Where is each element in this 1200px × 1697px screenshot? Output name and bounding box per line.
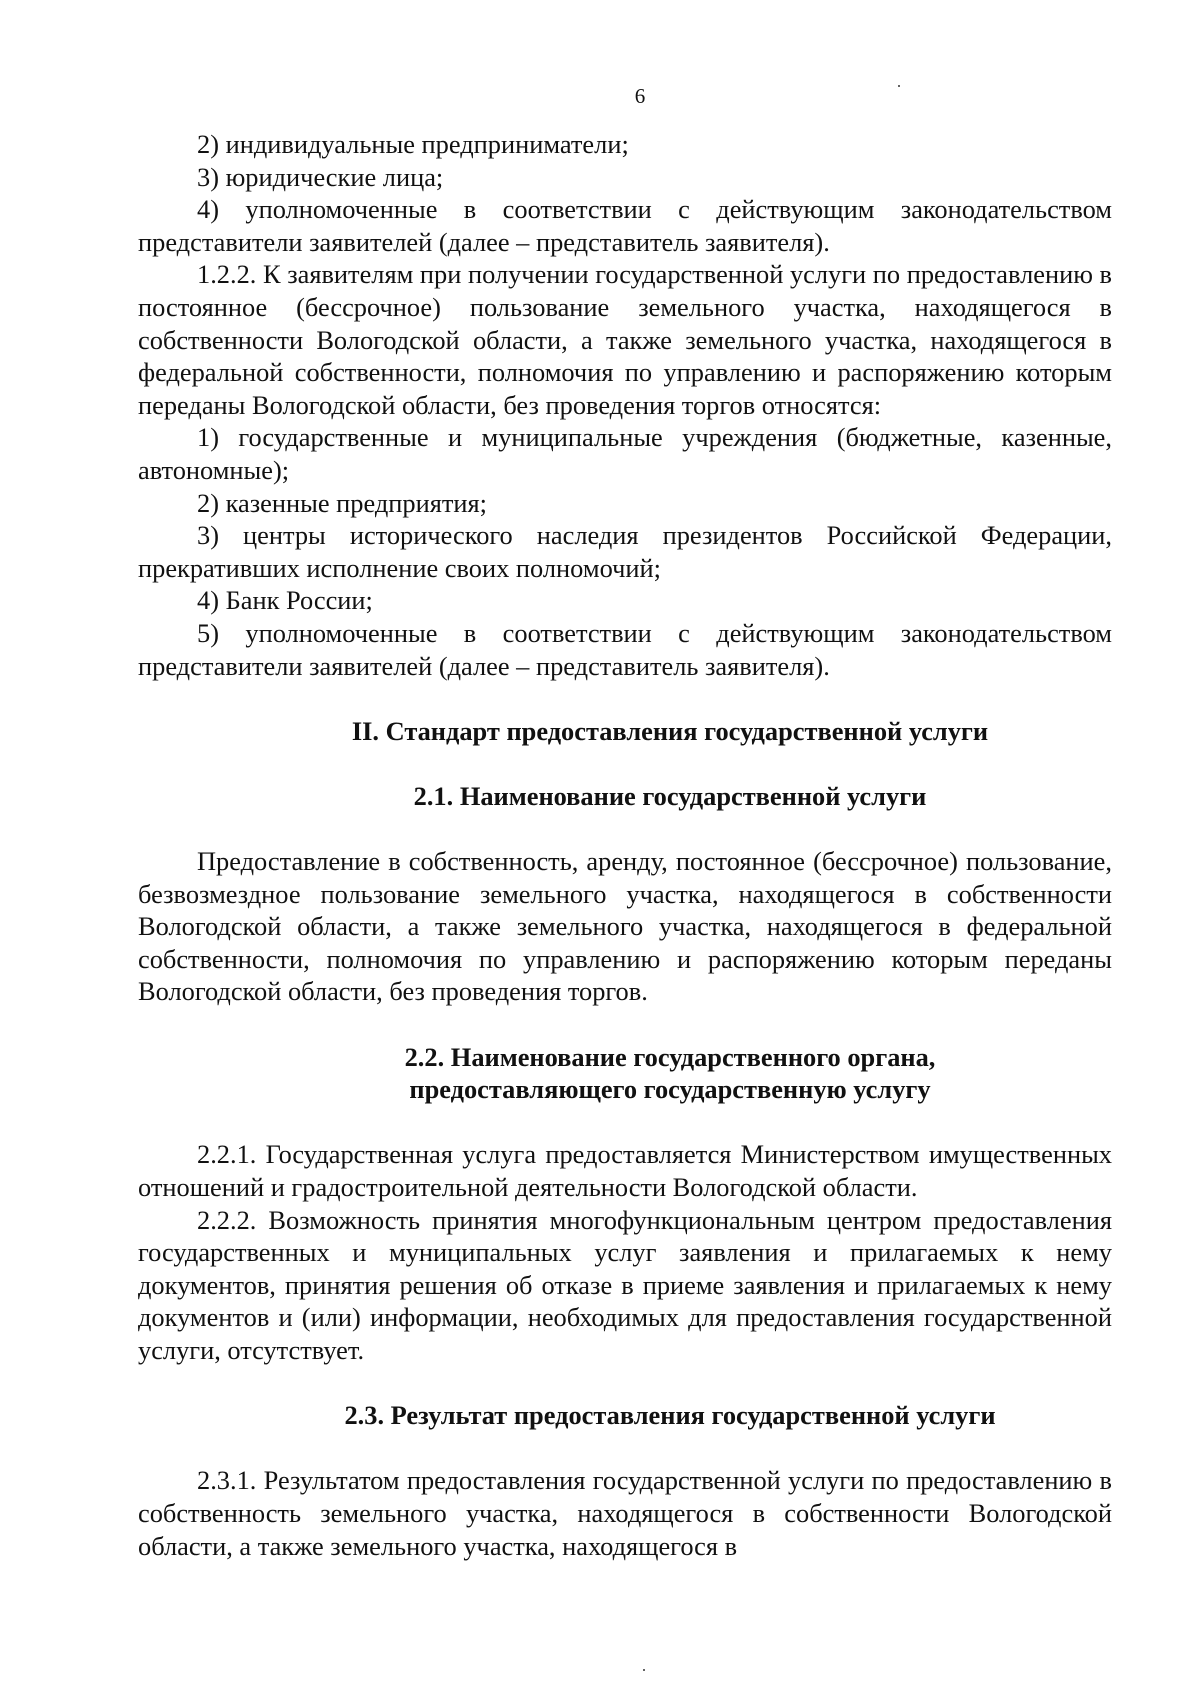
subsection-heading-2-1: 2.1. Наименование государственной услуги (413, 780, 927, 811)
scan-speck (643, 1669, 645, 1671)
clause-2-2-2: 2.2.2. Возможность принятия многофункциональным центром предоставления государственных и муниципальных услуг заявления и прилагаемых к нему документов, принятия решения об отказе в приеме заявления и прилагаемых к нему документов и (или) информации, необходимых для предоставления государственной услуги, отсутствует. (138, 1204, 1112, 1365)
list-item-bank-of-russia: 4) Банк России; (197, 585, 373, 616)
page-number: 6 (634, 84, 646, 108)
clause-2-2-1: 2.2.1. Государственная услуга предоставляется Министерством имущественных отношений и градостроительной деятельности Вологодской области. (138, 1139, 1112, 1202)
clause-2-3-1: 2.3.1. Результатом предоставления государственной услуги по предоставлению в собственность земельного участка, находящегося в собственности Вологодской области, а также земельного участка, находящегося в (138, 1465, 1112, 1561)
scan-speck (898, 85, 900, 87)
list-item-state-enterprises: 2) казенные предприятия; (197, 487, 487, 518)
list-item-authorized-representatives: 4) уполномоченные в соответствии с действующим законодательством представители заявителей (далее – представитель заявителя). (138, 194, 1112, 257)
subsection-heading-2-2-line2: предоставляющего государственную услугу (409, 1074, 931, 1105)
list-item-institutions: 1) государственные и муниципальные учреждения (бюджетные, казенные, автономные); (138, 422, 1112, 485)
subsection-heading-2-3: 2.3. Результат предоставления государственной услуги (344, 1400, 996, 1431)
document-body (138, 128, 1112, 1562)
clause-1-2-2: 1.2.2. К заявителям при получении государственной услуги по предоставлению в постоянное (бессрочное) пользование земельного участка, находящегося в собственности Вологодской области, а также земельного участка, находящегося в федеральной собственности, полномочия по управлению и распоряжению которым переданы Вологодской области, без проведения торгов относятся: (138, 259, 1112, 420)
list-item-legal-entities: 3) юридические лица; (197, 161, 444, 192)
subsection-heading-2-2-line1: 2.2. Наименование государственного органа, (404, 1041, 936, 1072)
list-item-heritage-centers: 3) центры исторического наследия президентов Российской Федерации, прекративших исполнение своих полномочий; (138, 520, 1112, 583)
section-heading-ii: II. Стандарт предоставления государственной услуги (351, 715, 989, 746)
list-item-individual-entrepreneurs: 2) индивидуальные предприниматели; (197, 129, 629, 159)
service-name-paragraph: Предоставление в собственность, аренду, постоянное (бессрочное) пользование, безвозмездное пользование земельного участка, находящегося в собственности Вологодской области, а также земельного участка, находящегося в федеральной собственности, полномочия по управлению и распоряжению которым переданы Вологодской области, без проведения торгов. (138, 846, 1112, 1007)
list-item-representatives-2: 5) уполномоченные в соответствии с действующим законодательством представители заявителей (далее – представитель заявителя). (138, 617, 1112, 681)
